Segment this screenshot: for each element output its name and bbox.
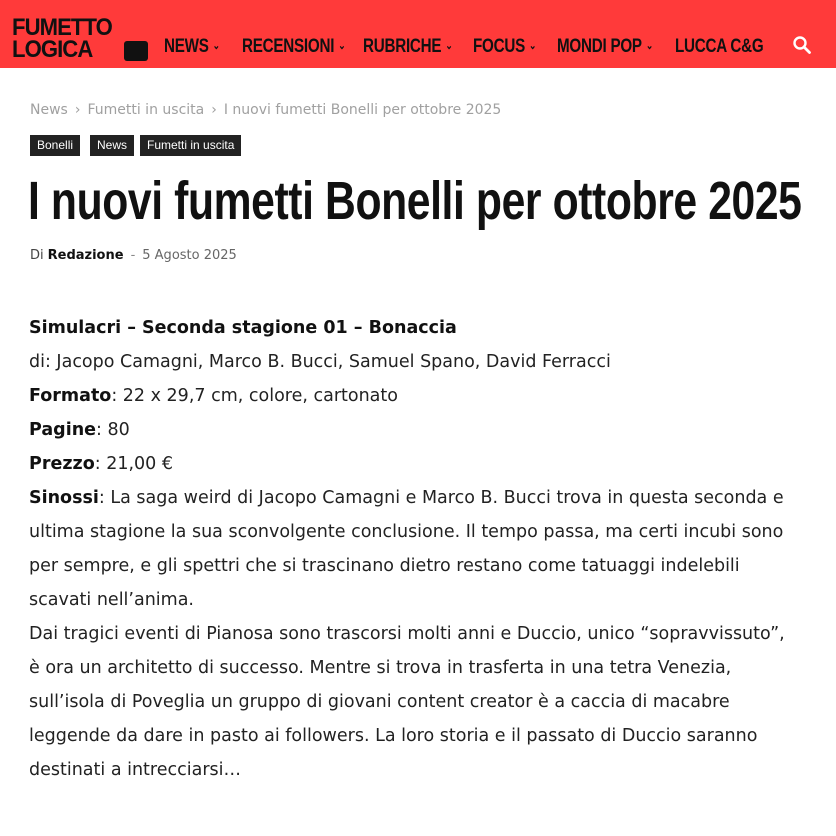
prezzo-value: : 21,00 € (94, 454, 173, 474)
sinossi-line: per sempre, e gli spettri che si trascinano dietro restano come tatuaggi indelebili (29, 556, 740, 576)
prezzo-label: Prezzo (29, 454, 95, 474)
paragraph-line: Dai tragici eventi di Pianosa sono trascorsi molti anni e Duccio, unico “sopravvissuto”, (29, 624, 785, 644)
sinossi-line (29, 488, 784, 508)
book-title-text: Simulacri – Seconda stagione 01 – Bonaccia (29, 318, 457, 338)
prezzo-row (29, 454, 173, 474)
sinossi-line: scavati nell’anima. (29, 590, 194, 610)
breadcrumb-separator: › (211, 102, 217, 118)
sinossi-text: : La saga weird di Jacopo Camagni e Marco B. Bucci trova in questa seconda e (98, 488, 784, 508)
chevron-down-icon: ⌄ (645, 40, 653, 52)
nav-item-rubriche[interactable] (363, 32, 452, 64)
search-icon[interactable] (792, 35, 812, 55)
book-title (29, 318, 457, 338)
logo-text-line2: LOGICA (12, 36, 93, 63)
pagine-row (29, 420, 130, 440)
breadcrumb (30, 102, 501, 118)
paragraph-line: destinati a intrecciarsi… (29, 760, 241, 780)
author-link[interactable]: Redazione (47, 248, 124, 263)
nav-item-label: FOCUS (473, 36, 526, 57)
logo-text-line1: FUMETTO (12, 14, 112, 41)
nav-item-recensioni[interactable] (242, 32, 345, 64)
page-title: I nuovi fumetti Bonelli per ottobre 2025 (28, 171, 802, 231)
chevron-down-icon: ⌄ (445, 40, 453, 52)
paragraph-line: è ora un architetto di successo. Mentre si trova in trasferta in una tetra Venezia, (29, 658, 732, 678)
breadcrumb-current: I nuovi fumetti Bonelli per ottobre 2025 (223, 102, 502, 118)
nav-item-label: RECENSIONI (242, 36, 335, 57)
nav-item-label: LUCCA C&G (675, 36, 764, 57)
byline-separator: - (130, 248, 136, 263)
nav-item-label: NEWS (164, 36, 209, 57)
formato-row (29, 386, 398, 406)
nav-item-focus[interactable] (473, 32, 536, 64)
tag-fumetti-in-uscita[interactable]: Fumetti in uscita (140, 135, 241, 156)
sinossi-line: ultima stagione la sua sconvolgente conclusione. Il tempo passa, ma certi incubi sono (29, 522, 784, 542)
paragraph-line: sull’isola di Poveglia un gruppo di giovani content creator è a caccia di macabre (29, 692, 730, 712)
breadcrumb-link-fumetti-in-uscita[interactable]: Fumetti in uscita (87, 102, 205, 118)
top-navigation-bar (0, 0, 836, 68)
nav-item-lucca[interactable] (675, 32, 763, 62)
tag-news[interactable]: News (90, 135, 134, 156)
site-logo[interactable] (12, 13, 138, 63)
formato-value: : 22 x 29,7 cm, colore, cartonato (111, 386, 398, 406)
logo-block-icon (124, 41, 148, 61)
pagine-value: : 80 (96, 420, 130, 440)
byline-prefix: Di (30, 248, 44, 263)
publish-date: 5 Agosto 2025 (142, 248, 237, 263)
nav-item-label: RUBRICHE (363, 36, 442, 57)
tag-bonelli[interactable]: Bonelli (30, 135, 80, 156)
nav-item-label: MONDI POP (557, 36, 642, 57)
nav-item-mondi-pop[interactable] (557, 32, 653, 64)
breadcrumb-link-news[interactable]: News (30, 102, 68, 118)
chevron-down-icon: ⌄ (212, 40, 220, 52)
book-credits: di: Jacopo Camagni, Marco B. Bucci, Samuel Spano, David Ferracci (29, 352, 611, 372)
pagine-label: Pagine (29, 420, 97, 440)
paragraph-line: leggende da dare in pasto ai followers. La loro storia e il passato di Duccio saranno (29, 726, 758, 746)
byline (30, 248, 237, 263)
sinossi-label: Sinossi (29, 488, 99, 508)
nav-item-news[interactable] (164, 32, 220, 64)
chevron-down-icon: ⌄ (338, 40, 346, 52)
formato-label: Formato (29, 386, 112, 406)
chevron-down-icon: ⌄ (529, 40, 537, 52)
breadcrumb-separator: › (74, 102, 81, 118)
